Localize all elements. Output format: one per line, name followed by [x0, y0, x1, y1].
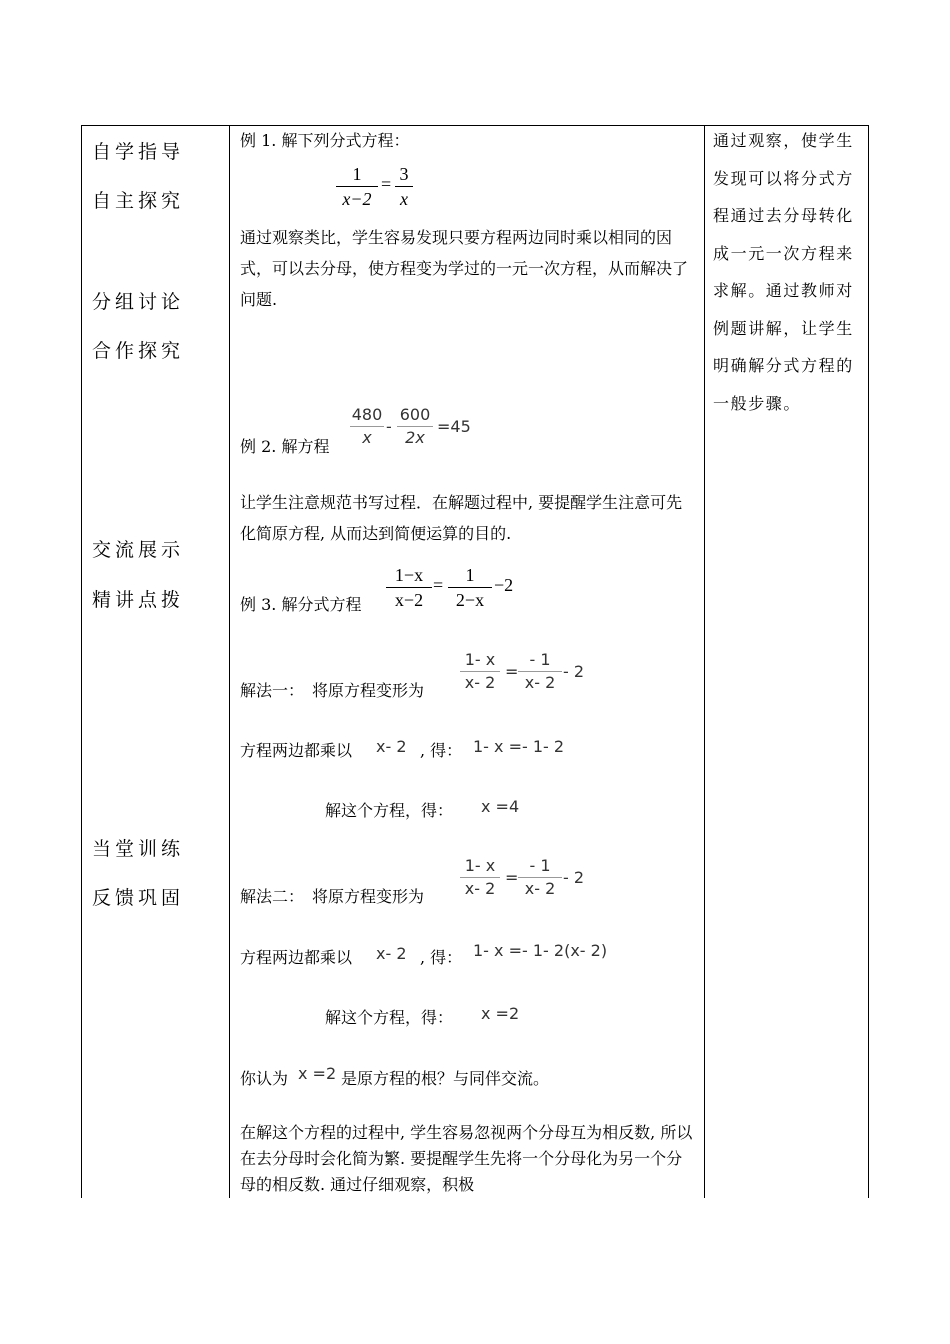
- stage-label: 当堂训练: [92, 838, 185, 860]
- fraction-bar: [460, 877, 500, 878]
- method-2-step-2: 解这个方程，得：: [325, 1008, 454, 1027]
- final-explanation: 在解这个方程的过程中, 学生容易忽视两个分母互为相反数, 所以在去分母时会化简为繁. 要提醒学生先将一个分母化为另一个分母的相反数. 通过仔细观察，积极: [240, 1123, 693, 1194]
- method-2-result-1: 1- x =- 1- 2(x- 2): [473, 941, 608, 960]
- denominator: 2x: [405, 428, 425, 447]
- denominator: x- 2: [464, 673, 496, 692]
- method-1-step-1b: , 得：: [420, 741, 463, 760]
- denominator: x- 2: [524, 673, 556, 692]
- method-1-factor: x- 2: [376, 737, 407, 756]
- fraction-bar: [336, 186, 378, 187]
- equals-sign: =: [381, 174, 392, 194]
- stage-label: 合作探究: [92, 340, 185, 362]
- table-divider-2: [704, 125, 705, 1198]
- denominator: x: [400, 189, 408, 209]
- example-3-fraction-right: [448, 564, 492, 611]
- stage-label: 自主探究: [92, 190, 185, 212]
- table-right-border: [868, 125, 869, 1198]
- method-1-result-2: x =4: [481, 797, 520, 816]
- numerator: 1- x: [464, 650, 496, 669]
- example-2-title: 例 2. 解方程: [240, 437, 330, 456]
- stage-label: 自学指导: [92, 141, 185, 163]
- method-1-step-1: 方程两边都乘以: [240, 741, 353, 760]
- method-2-step-1: 方程两边都乘以: [240, 948, 353, 967]
- example-3-title: 例 3. 解分式方程: [240, 595, 362, 614]
- stage-label: 交流展示: [92, 539, 185, 561]
- fraction-bar: [397, 426, 433, 427]
- example-1-fraction-left: [336, 163, 378, 210]
- minus-sign: -: [386, 417, 392, 436]
- example-3-rhs: −2: [494, 575, 514, 595]
- table-left-border: [81, 125, 82, 1198]
- method-2-fraction-left: [460, 856, 500, 899]
- denominator: x- 2: [464, 879, 496, 898]
- example-2-fraction-right: [397, 405, 433, 448]
- method-1-fraction-left: [460, 650, 500, 693]
- numerator: 600: [399, 405, 431, 424]
- numerator: - 1: [529, 856, 551, 875]
- example-2-rhs: =45: [437, 417, 471, 436]
- question-pre: 你认为: [240, 1069, 289, 1088]
- example-2-explanation: 让学生注意规范书写过程．在解题过程中, 要提醒学生注意可先化简原方程, 从而达到简便运算的目的.: [240, 493, 683, 543]
- stage-label: 精讲点拨: [92, 589, 185, 611]
- denominator: x−2: [342, 189, 372, 209]
- numerator: 1- x: [464, 856, 496, 875]
- fraction-bar: [395, 186, 413, 187]
- equals-sign: =: [505, 868, 519, 887]
- example-3-fraction-left: [386, 564, 432, 611]
- denominator: 2−x: [455, 590, 485, 610]
- numerator: 1: [352, 164, 362, 184]
- equals-sign: =: [433, 575, 444, 595]
- denominator: x−2: [394, 590, 424, 610]
- numerator: 1−x: [394, 565, 424, 585]
- numerator: - 1: [529, 650, 551, 669]
- numerator: 1: [465, 565, 475, 585]
- numerator: 3: [399, 164, 409, 184]
- stage-label: 反馈巩固: [92, 887, 185, 909]
- fraction-bar: [386, 587, 432, 588]
- fraction-bar: [460, 671, 500, 672]
- numerator: 480: [351, 405, 383, 424]
- example-1-title: 例 1. 解下列分式方程：: [240, 131, 410, 150]
- method-2-fraction-right: [518, 856, 562, 899]
- method-1-fraction-right: [518, 650, 562, 693]
- example-2-fraction-left: [350, 405, 384, 448]
- method-2-label: 解法二： 将原方程变形为: [240, 887, 425, 906]
- denominator: x: [362, 428, 372, 447]
- method-1-label: 解法一： 将原方程变形为: [240, 681, 425, 700]
- question-post: 是原方程的根？与同伴交流。: [341, 1069, 550, 1088]
- example-1-fraction-right: [395, 163, 413, 210]
- table-divider-1: [229, 125, 230, 1198]
- method-2-rhs: - 2: [563, 868, 585, 887]
- denominator: x- 2: [524, 879, 556, 898]
- fraction-bar: [448, 587, 492, 588]
- example-1-explanation: 通过观察类比，学生容易发现只要方程两边同时乘以相同的因式，可以去分母，使方程变为学过的一元一次方程，从而解决了问题.: [240, 228, 689, 309]
- method-2-step-1b: , 得：: [420, 948, 463, 967]
- fraction-bar: [350, 426, 384, 427]
- method-1-step-2: 解这个方程，得：: [325, 801, 454, 820]
- right-column-note: 通过观察，使学生发现可以将分式方程通过去分母转化成一元一次方程来求解。通过教师对例题讲解，让学生明确解分式方程的一般步骤。: [713, 131, 854, 413]
- fraction-bar: [518, 877, 562, 878]
- method-2-result-2: x =2: [481, 1004, 520, 1023]
- method-1-rhs: - 2: [563, 662, 585, 681]
- question-math: x =2: [298, 1064, 337, 1083]
- equals-sign: =: [505, 662, 519, 681]
- method-1-result-1: 1- x =- 1- 2: [473, 737, 565, 756]
- fraction-bar: [518, 671, 562, 672]
- method-2-factor: x- 2: [376, 944, 407, 963]
- stage-label: 分组讨论: [92, 291, 185, 313]
